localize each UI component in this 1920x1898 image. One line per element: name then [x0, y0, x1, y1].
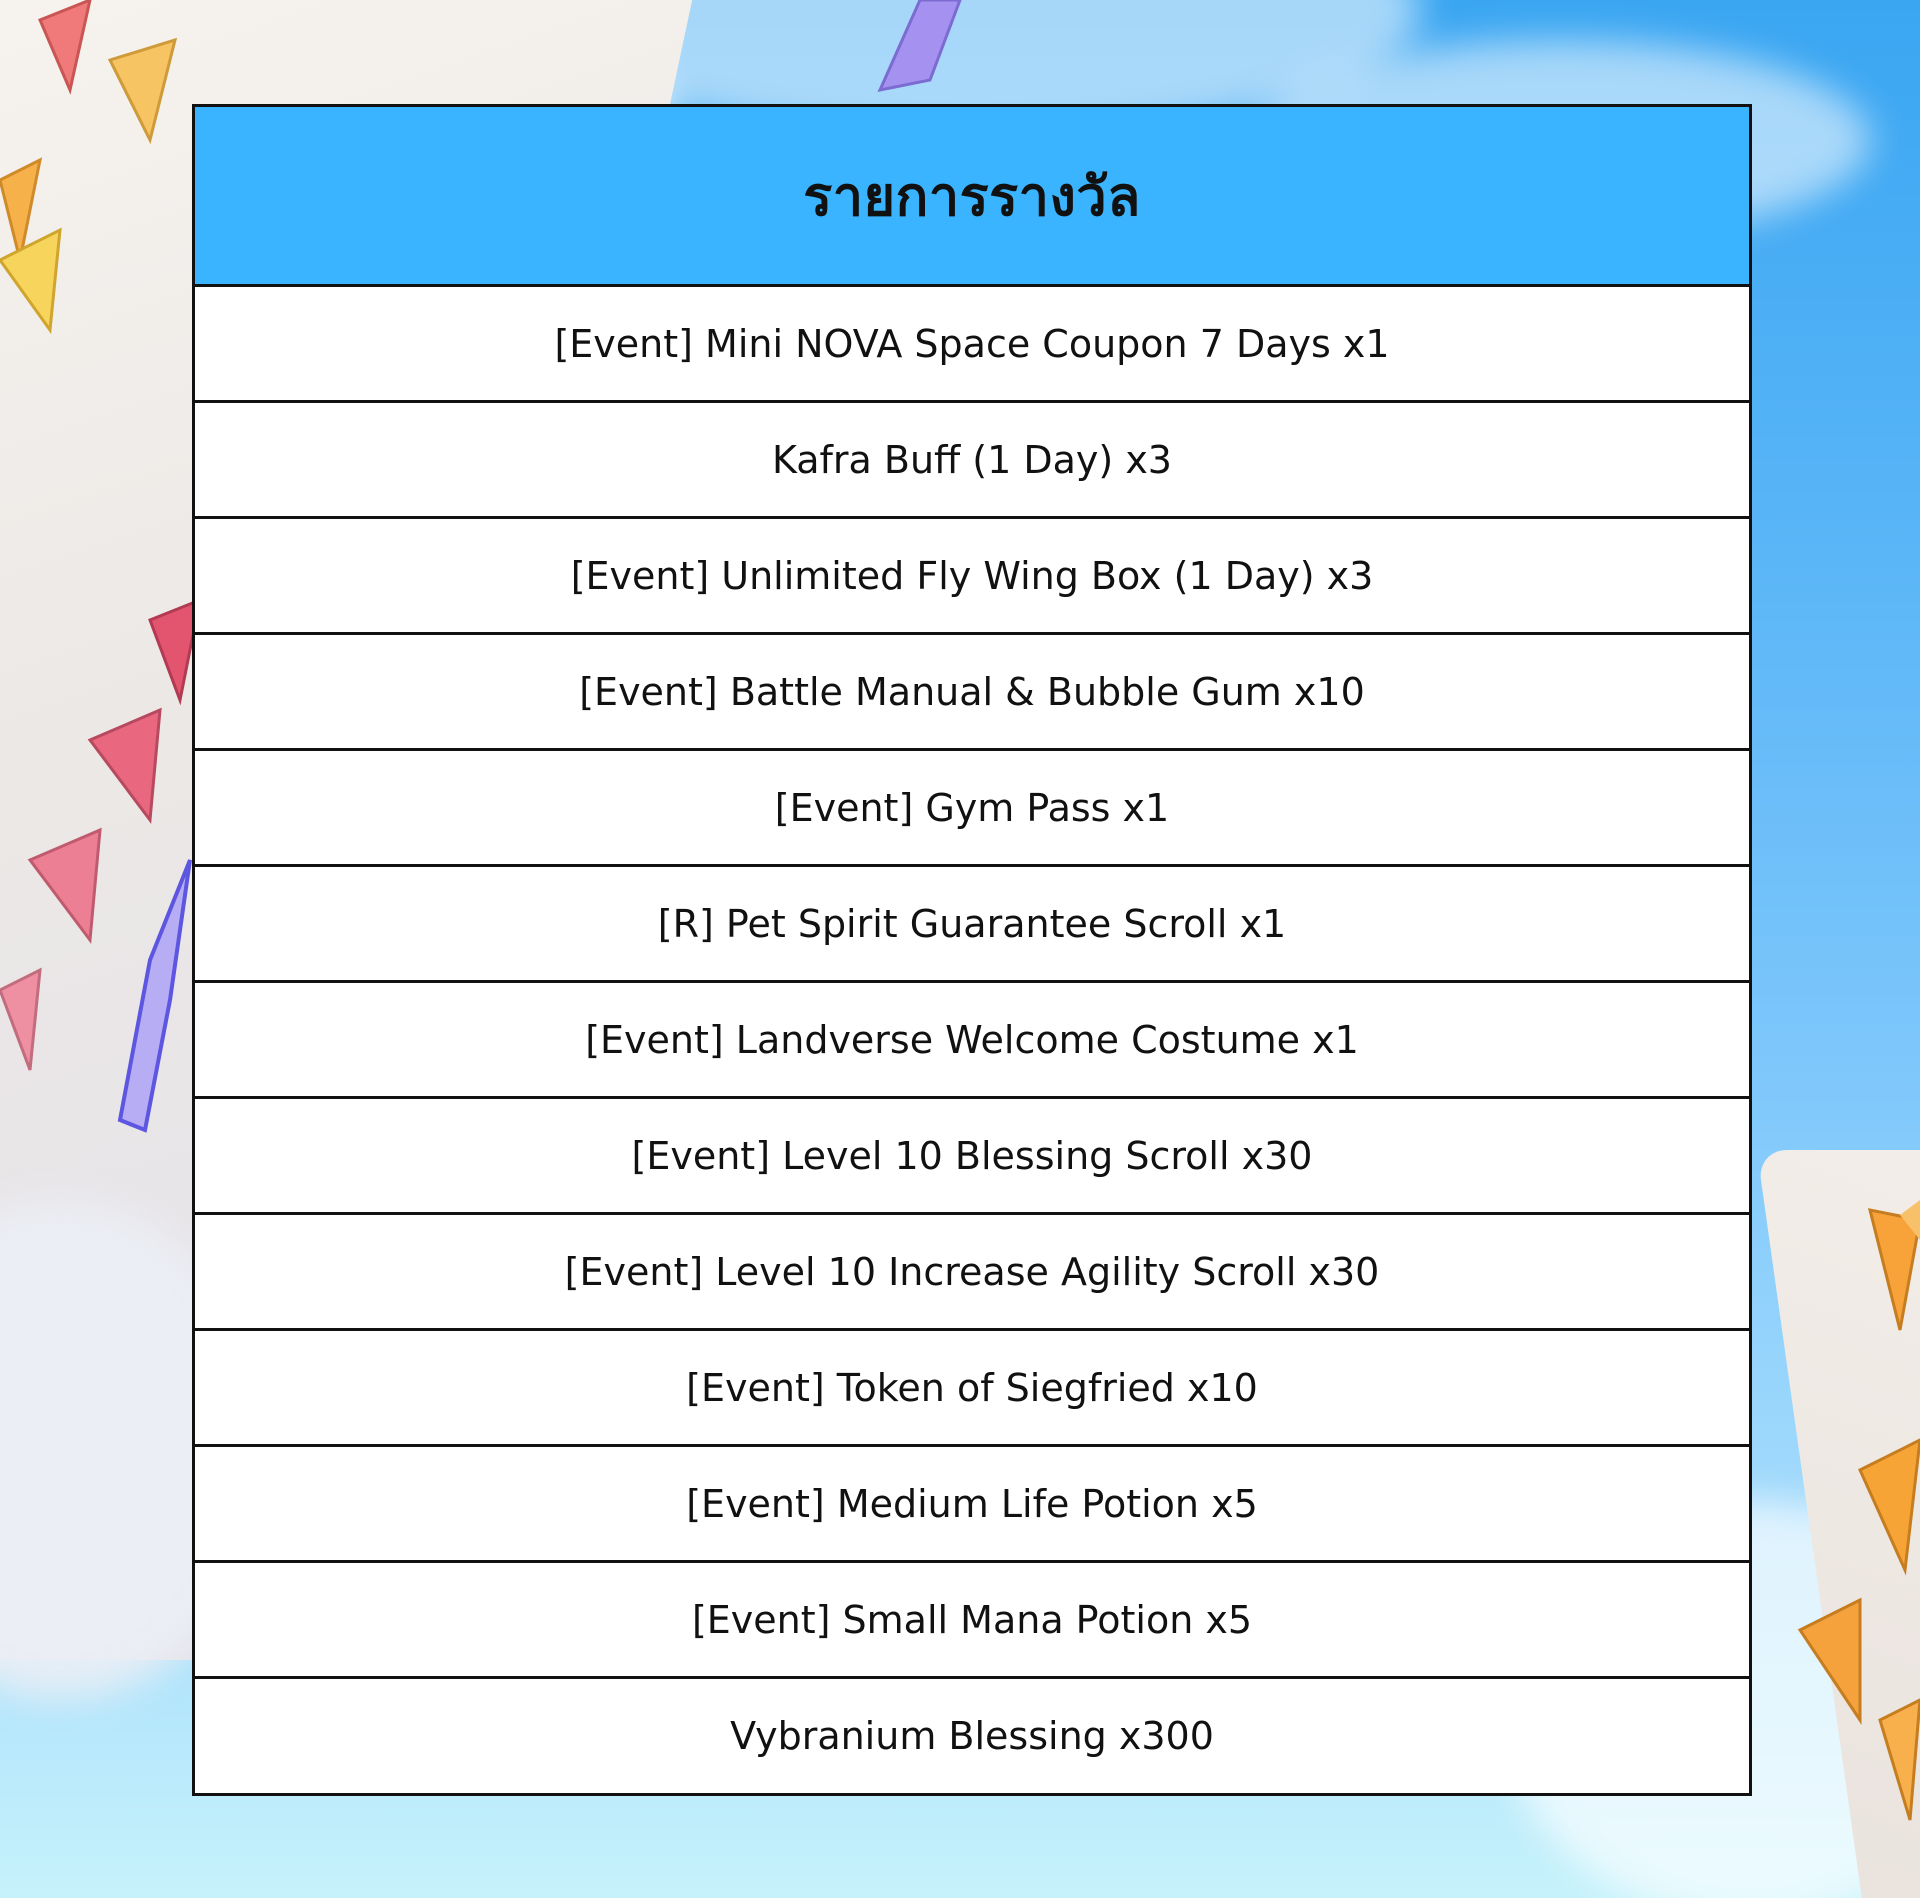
table-row	[195, 1215, 1749, 1331]
reward-item: [Event] Landverse Welcome Costume x1	[585, 1017, 1359, 1062]
reward-item: [Event] Battle Manual & Bubble Gum x10	[579, 669, 1365, 714]
reward-item: [Event] Level 10 Blessing Scroll x30	[631, 1133, 1313, 1178]
table-row	[195, 635, 1749, 751]
reward-item: [R] Pet Spirit Guarantee Scroll x1	[657, 901, 1287, 946]
table-row	[195, 1099, 1749, 1215]
table-row	[195, 287, 1749, 403]
table-row	[195, 983, 1749, 1099]
reward-item: [Event] Medium Life Potion x5	[686, 1481, 1258, 1526]
table-row	[195, 403, 1749, 519]
table-row	[195, 751, 1749, 867]
reward-item: [Event] Mini NOVA Space Coupon 7 Days x1	[554, 321, 1390, 366]
reward-item: [Event] Gym Pass x1	[774, 785, 1170, 830]
rewards-title: รายการรางวัล	[803, 164, 1141, 228]
reward-item: [Event] Token of Siegfried x10	[686, 1365, 1258, 1410]
table-row	[195, 867, 1749, 983]
reward-item: Vybranium Blessing x300	[730, 1714, 1214, 1758]
reward-item: [Event] Level 10 Increase Agility Scroll x30	[564, 1249, 1380, 1294]
rewards-table-header	[195, 107, 1749, 287]
table-row	[195, 519, 1749, 635]
reward-item: [Event] Small Mana Potion x5	[691, 1597, 1253, 1642]
rewards-table	[192, 104, 1752, 1796]
reward-item: [Event] Unlimited Fly Wing Box (1 Day) x3	[570, 553, 1374, 598]
table-row	[195, 1331, 1749, 1447]
table-row	[195, 1447, 1749, 1563]
reward-item: Kafra Buff (1 Day) x3	[771, 437, 1172, 482]
table-row	[195, 1679, 1749, 1793]
table-row	[195, 1563, 1749, 1679]
